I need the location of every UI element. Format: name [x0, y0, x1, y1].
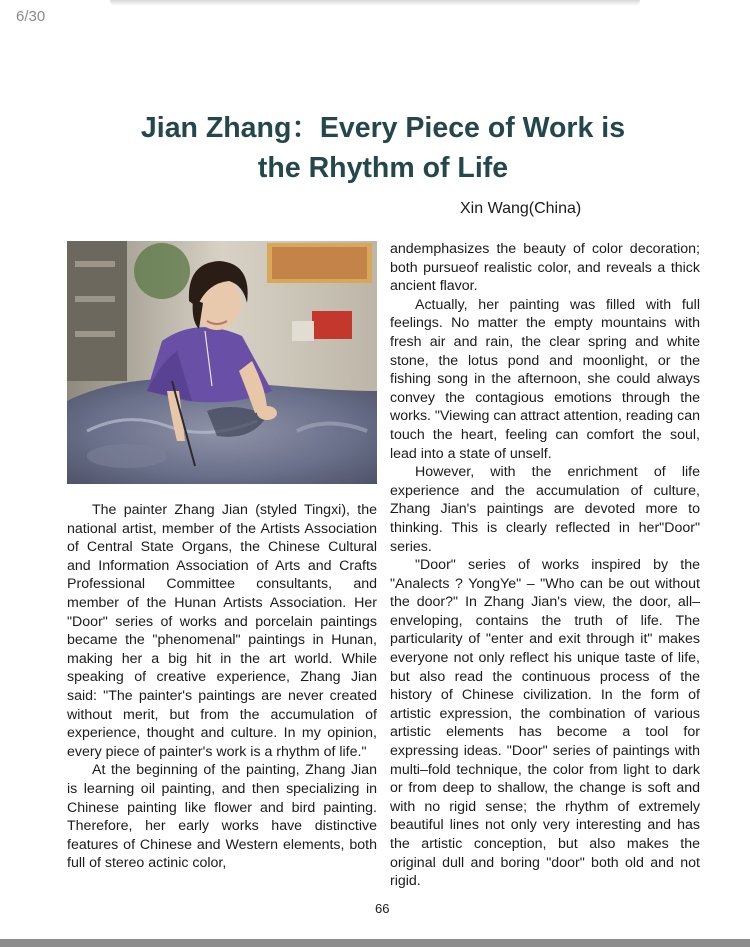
author-byline: Xin Wang(China) [460, 200, 582, 217]
body-paragraph: Actually, her painting was filled with full feelings. No matter the empty mountains with fresh air and rain, the clear spring and white stone, the lotus pond and moonlight, or the fishing song in the afternoon, she could always convey the contagious emotions through the works. "Viewing can attract attention, reading can touch the heart, feeling can comfort the soul, lead into a state of unself. [390, 296, 700, 462]
bottom-bar [0, 939, 750, 947]
artist-painting-photo [67, 241, 377, 484]
body-paragraph: However, with the enrichment of life experience and the accumulation of culture, Zhang Jian's paintings are devoted more to thinking. This is clearly reflected in her"Door" series. [390, 464, 700, 555]
article-title [0, 108, 750, 188]
title-line-1: Jian Zhang：Every Piece of Work is [140, 112, 626, 144]
left-column [67, 501, 377, 873]
body-paragraph: At the beginning of the painting, Zhang Jian is learning oil painting, and then specializing in Chinese painting like flower and bird painting. Therefore, her early works have distinctive features of Chinese and Western elements, both full of stereo actinic color, [67, 762, 377, 872]
photo-illustration [67, 241, 377, 484]
title-line-2: the Rhythm of Life [257, 152, 509, 184]
body-paragraph-continuation: andemphasizes the beauty of color decoration; both pursueof realistic color, and reveals a thick ancient flavor. [390, 241, 700, 295]
top-edge-shadow [110, 0, 640, 6]
page-counter: 6/30 [16, 8, 46, 25]
right-column [390, 240, 700, 891]
body-paragraph: "Door" series of works inspired by the "Analects ? YongYe" – "Who can be out without the door?" In Zhang Jian's view, the door, all–enveloping, contains the truth of life. The particularity of "enter and exit through it" makes everyone not only reflect his unique taste of life, but also read the continuous process of the history of Chinese civilization. In the form of artistic expression, the combination of various artistic elements has become a tool for expressing ideas. "Door" series of paintings with multi–fold technique, the color from light to dark or from deep to shallow, the change is soft and with no rigid sense; the rhythm of extremely beautiful lines not only very interesting and has the artistic conception, but also makes the original dull and boring "door" both old and not rigid. [390, 557, 700, 890]
page-number: 66 [375, 901, 390, 916]
body-paragraph: The painter Zhang Jian (styled Tingxi), the national artist, member of the Artists Association of Central State Organs, the Chinese Cultural and Information Association of Arts and Crafts Professional Committee consultants, and member of the Hunan Artists Association. Her "Door" series of works and porcelain paintings became the "phenomenal" paintings in Hunan, making her a big hit in the art world. While speaking of creative experience, Zhang Jian said: "The painter's paintings are never created without merit, but from the accumulation of experience, thought and culture. In my opinion, every piece of painter's work is a rhythm of life." [67, 502, 377, 760]
